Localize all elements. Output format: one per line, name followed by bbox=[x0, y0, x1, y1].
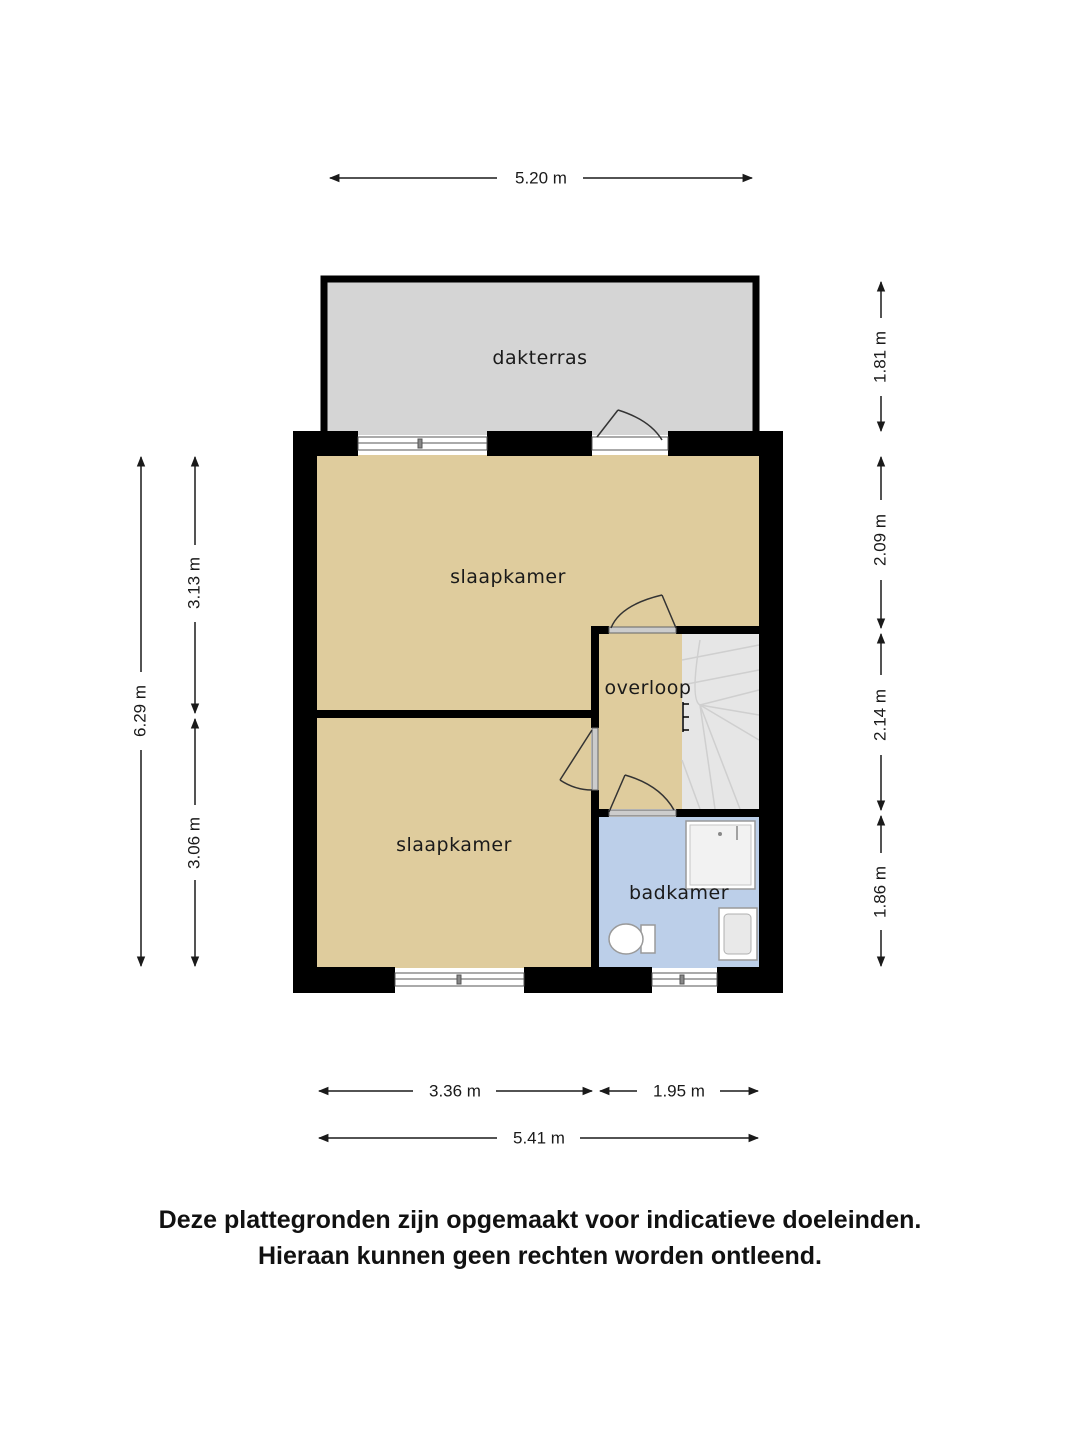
dimension-bottom-total bbox=[319, 1128, 758, 1147]
dimension-right-lower bbox=[870, 816, 889, 966]
toilet bbox=[609, 924, 655, 954]
dim-label-right-terrace: 1.81 m bbox=[870, 331, 890, 383]
dimension-right-middle bbox=[870, 634, 889, 810]
dimension-left-upper bbox=[184, 457, 203, 713]
stair-floor bbox=[682, 634, 759, 809]
dimension-left-total bbox=[130, 457, 149, 966]
dimension-top-width bbox=[330, 168, 752, 187]
dim-label-right-middle: 2.14 m bbox=[870, 689, 890, 741]
disclaimer-line-2: Hieraan kunnen geen rechten worden ontleend. bbox=[258, 1242, 822, 1270]
landing-floor bbox=[598, 634, 682, 809]
dim-label-left-total: 6.29 m bbox=[130, 685, 150, 737]
room-label-slaapkamer-bottom: slaapkamer bbox=[396, 834, 512, 856]
dimension-bottom-left bbox=[319, 1081, 592, 1100]
room-label-dakterras: dakterras bbox=[492, 347, 588, 369]
dim-label-left-upper: 3.13 m bbox=[184, 557, 204, 609]
dimension-bottom-right bbox=[600, 1081, 758, 1100]
dim-label-bottom-right: 1.95 m bbox=[653, 1081, 705, 1101]
dimension-right-upper bbox=[870, 457, 889, 628]
dim-label-left-lower: 3.06 m bbox=[184, 817, 204, 869]
dim-label-bottom-total: 5.41 m bbox=[513, 1128, 565, 1148]
disclaimer-line-1: Deze plattegronden zijn opgemaakt voor indicatieve doeleinden. bbox=[158, 1206, 922, 1234]
dim-label-bottom-left: 3.36 m bbox=[429, 1081, 481, 1101]
room-label-badkamer: badkamer bbox=[628, 882, 730, 904]
dim-label-top-width: 5.20 m bbox=[515, 168, 567, 188]
sink bbox=[719, 908, 757, 960]
dimension-left-lower bbox=[184, 719, 203, 966]
shower bbox=[686, 821, 755, 889]
dim-label-right-upper: 2.09 m bbox=[870, 514, 890, 566]
room-label-slaapkamer-top: slaapkamer bbox=[450, 566, 566, 588]
dimension-right-terrace bbox=[870, 282, 889, 431]
room-label-overloop: overloop bbox=[604, 677, 692, 699]
dim-label-right-lower: 1.86 m bbox=[870, 866, 890, 918]
